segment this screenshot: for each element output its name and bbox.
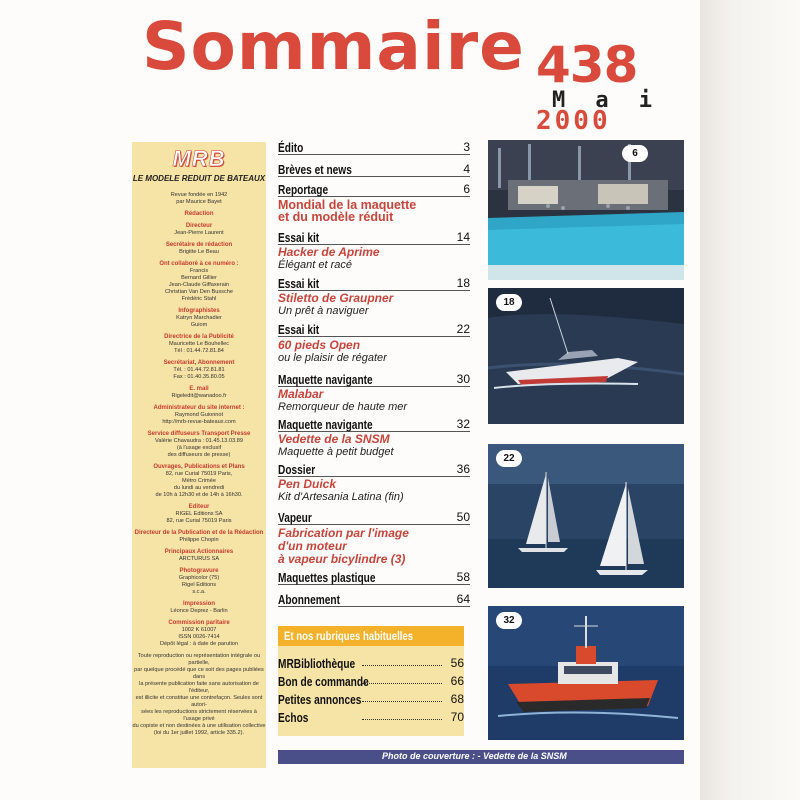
- masthead-line: Raymond Guionnot: [174, 412, 224, 418]
- masthead-line: (loi du 1er juillet 1992, article 335.2).: [153, 730, 245, 736]
- article-title: Stiletto de Graupner: [278, 291, 394, 305]
- masthead-line: Katryn Marchadier: [176, 315, 222, 321]
- section-label: Vapeur: [278, 510, 312, 525]
- section-label: Maquette navigante: [278, 372, 373, 387]
- masthead-heading: Editeur: [188, 504, 210, 510]
- masthead-heading: Impression: [182, 601, 215, 607]
- masthead-heading: Infographistes: [178, 308, 220, 314]
- masthead-line: RIGEL Editions SA: [175, 511, 223, 517]
- masthead-line: par quelque procédé que ce soit des pages publiées dans: [134, 667, 264, 680]
- section-label: Dossier: [278, 462, 316, 477]
- page-title: Sommaire: [142, 8, 525, 85]
- article-title: Fabrication par l'image: [278, 526, 409, 540]
- page-number: 66: [450, 674, 464, 688]
- masthead-line: ISSN 0026-7414: [178, 634, 220, 640]
- page-badge: 18: [496, 294, 522, 311]
- masthead-heading: Directeur: [185, 223, 213, 229]
- masthead-line: est illicite et constitue une contrefaçon. Seules sont autori-: [135, 695, 263, 708]
- masthead-line: Graphicolor (75): [178, 575, 220, 581]
- dot-leader: [362, 719, 442, 720]
- masthead-line: Valérie Chavaudra : 01.45.13.03.89: [155, 438, 243, 444]
- page-number: 50: [456, 510, 470, 524]
- contents-entry: [278, 372, 470, 387]
- masthead-line: sées les reproductions strictement réservées à l'usage privé: [141, 709, 257, 722]
- section-label: Essai kit: [278, 322, 320, 337]
- page-number: 6: [463, 182, 470, 196]
- contents-entry: [278, 570, 470, 585]
- article-description: Maquette à petit budget: [278, 446, 394, 458]
- masthead-block: [132, 601, 266, 615]
- rubrique-row: [278, 674, 464, 689]
- masthead-block: [132, 242, 266, 256]
- month-letter: i: [638, 88, 652, 113]
- masthead-line: Frédéric Stahl: [181, 296, 217, 302]
- masthead-line: de 10h à 12h30 et de 14h à 16h30.: [155, 492, 243, 498]
- masthead-line: Fax : 01.40.35.80.05: [173, 374, 225, 380]
- masthead-heading: Commission paritaire: [168, 620, 230, 626]
- rubrique-row: [278, 656, 464, 671]
- masthead-line: Philippe Chopin: [179, 537, 219, 543]
- section-label: Brèves et news: [278, 162, 352, 177]
- photo-stiletto-boat: [488, 288, 684, 424]
- month-letter: M: [552, 88, 566, 113]
- masthead-heading: Administrateur du site internet :: [153, 405, 245, 411]
- masthead-sidebar: [132, 142, 266, 768]
- page-number: 68: [450, 692, 464, 706]
- masthead-heading: Secrétariat, Abonnement: [163, 360, 235, 366]
- section-label: Maquettes plastique: [278, 570, 376, 585]
- masthead-heading: Photogravure: [179, 568, 219, 574]
- contents-entry: [278, 462, 470, 477]
- masthead-heading: Rédaction: [184, 211, 214, 217]
- article-description: Remorqueur de haute mer: [278, 401, 408, 413]
- masthead-line: Dépôt légal : à date de parution: [159, 641, 239, 647]
- masthead-line: Christian Van Den Bussche: [165, 289, 233, 295]
- masthead-line: Léonce Deprez - Barlin: [170, 608, 228, 614]
- masthead-block: [132, 620, 266, 648]
- rubrique-row: [278, 692, 464, 707]
- masthead-line: Revue fondée en 1942: [170, 192, 228, 198]
- masthead-line: Tél. : 01.44.72.81.81: [173, 367, 225, 373]
- masthead-line: 1002 K 61007: [181, 627, 217, 633]
- masthead-line: Toute reproduction ou représentation intégrale ou partielle,: [137, 653, 261, 666]
- masthead-line: Rigeledit@wanadoo.fr: [171, 393, 227, 399]
- masthead-heading: Ont collaboré à ce numéro :: [159, 261, 239, 267]
- page-edge: [700, 0, 800, 800]
- masthead-line: http://mrb-revue-bateaux.com: [162, 419, 236, 425]
- masthead-block: [132, 405, 266, 426]
- article-title: Pen Duick: [278, 477, 337, 491]
- article-title: Vedette de la SNSM: [278, 432, 390, 446]
- contents-entry: [278, 182, 470, 197]
- page-number: 32: [456, 417, 470, 431]
- masthead-block: [132, 360, 266, 381]
- page-number: 14: [456, 230, 470, 244]
- contents-entry: [278, 417, 470, 432]
- masthead-line: Jean-Pierre Laurent: [174, 230, 224, 236]
- masthead-block: [132, 504, 266, 525]
- masthead-block: [132, 568, 266, 596]
- page-number: 3: [463, 140, 470, 154]
- masthead-heading: Service diffuseurs Transport Presse: [147, 431, 251, 437]
- article-title: 60 pieds Open: [278, 338, 361, 352]
- page-number: 64: [456, 592, 470, 606]
- rubriques-heading: Et nos rubriques habituelles: [284, 629, 414, 643]
- brand-subtitle: LE MODELE REDUIT DE BATEAUX: [132, 174, 266, 183]
- masthead-block: [132, 211, 266, 218]
- section-label: Essai kit: [278, 276, 320, 291]
- section-label: Essai kit: [278, 230, 320, 245]
- masthead-line: Métro Crimée: [182, 478, 216, 484]
- photo-mondial-exhibition: [488, 140, 684, 280]
- page-number: 70: [450, 710, 464, 724]
- masthead-line: Francis: [189, 268, 209, 274]
- masthead-line: Jean-Claude Giffaxerain: [168, 282, 230, 288]
- rubrique-label: MRBibliothèque: [278, 656, 356, 671]
- rubrique-label: Echos: [278, 710, 309, 725]
- masthead-block: [132, 386, 266, 400]
- dot-leader: [362, 665, 442, 666]
- masthead-heading: Secrétaire de rédaction: [165, 242, 233, 248]
- masthead-block: [132, 308, 266, 329]
- masthead-block: [132, 653, 266, 737]
- issue-year: 2000: [536, 106, 611, 136]
- contents-entry: [278, 140, 470, 155]
- section-label: Reportage: [278, 182, 329, 197]
- dot-leader: [362, 701, 442, 702]
- masthead-line: 82, rue Curial 75019 Paris,: [165, 471, 233, 477]
- dot-leader: [362, 683, 442, 684]
- masthead-line: Mauricette Le Bouhellec: [168, 341, 229, 347]
- article-description: Kit d'Artesania Latina (fin): [278, 491, 404, 503]
- photo-sailboats: [488, 444, 684, 588]
- brand-logo: MRB: [172, 146, 226, 171]
- article-title: Mondial de la maquette: [278, 198, 417, 212]
- masthead-line: Guiom: [190, 322, 208, 328]
- contents-entry: [278, 322, 470, 337]
- masthead-block: [132, 261, 266, 303]
- page-number: 36: [456, 462, 470, 476]
- masthead-line: Bernard Gillier: [181, 275, 217, 281]
- article-title: d'un moteur: [278, 539, 347, 553]
- contents-entry: [278, 230, 470, 245]
- masthead-block: [132, 530, 266, 544]
- masthead-heading: Ouvrages, Publications et Plans: [153, 464, 245, 470]
- masthead-block: [132, 334, 266, 355]
- page-badge: 32: [496, 612, 522, 629]
- rubriques-box: [278, 626, 464, 736]
- masthead-line: s.c.a.: [192, 589, 206, 595]
- masthead-line: Rigel Editions: [181, 582, 217, 588]
- section-label: Maquette navigante: [278, 417, 373, 432]
- article-title: et du modèle réduit: [278, 210, 394, 224]
- masthead-block: [132, 431, 266, 459]
- masthead-block: [132, 464, 266, 499]
- article-description: ou le plaisir de régater: [278, 352, 387, 364]
- contents-entry: [278, 162, 470, 177]
- masthead-line: (à l'usage exclusif: [176, 445, 222, 451]
- masthead-line: Tél : 01.44.72.81.84: [174, 348, 224, 354]
- page-number: 4: [463, 162, 470, 176]
- page-number: 18: [456, 276, 470, 290]
- section-label: Édito: [278, 140, 304, 155]
- masthead-line: la présente publication faite sans autorisation de l'éditeur,: [139, 681, 259, 694]
- article-title: Malabar: [278, 387, 324, 401]
- page-number: 56: [450, 656, 464, 670]
- cover-caption: Photo de couverture : - Vedette de la SNSM: [382, 751, 567, 761]
- rubrique-row: [278, 710, 464, 725]
- cover-caption-bar: [278, 750, 684, 764]
- masthead-heading: Directrice de la Publicité: [164, 334, 234, 340]
- masthead-line: du lundi au vendredi: [173, 485, 225, 491]
- article-title: Hacker de Aprime: [278, 245, 380, 259]
- masthead-block: [132, 223, 266, 237]
- photo-snsm-boat: [488, 606, 684, 740]
- page-number: 58: [456, 570, 470, 584]
- page-number: 22: [456, 322, 470, 336]
- contents-entry: [278, 276, 470, 291]
- masthead-line: du copiste et non destinées à une utilisation collective: [132, 723, 266, 729]
- section-label: Abonnement: [278, 592, 340, 607]
- article-description: Élégant et racé: [278, 259, 352, 271]
- rubriques-header: [278, 626, 464, 646]
- masthead-heading: Directeur de la Publication et de la Rédaction: [134, 530, 264, 536]
- rubrique-label: Bon de commande: [278, 674, 369, 689]
- rubrique-label: Petites annonces: [278, 692, 362, 707]
- masthead-block: [132, 192, 266, 206]
- masthead-line: des diffuseurs de presse): [167, 452, 231, 458]
- month-letter: a: [595, 88, 609, 113]
- issue-number: 438: [536, 36, 638, 94]
- article-title: à vapeur bicylindre (3): [278, 552, 406, 566]
- contents-entry: [278, 510, 470, 525]
- page-badge: 6: [622, 145, 648, 162]
- masthead-line: 82, rue Curial 75019 Paris: [166, 518, 232, 524]
- contents-entry: [278, 592, 470, 607]
- masthead-line: par Maurice Bayet: [176, 199, 222, 205]
- masthead-heading: Principaux Actionnaires: [164, 549, 234, 555]
- masthead-heading: E. mail: [189, 386, 209, 392]
- article-description: Un prêt à naviguer: [278, 305, 369, 317]
- masthead-block: [132, 549, 266, 563]
- masthead-line: ARCTURUS SA: [178, 556, 220, 562]
- page-number: 30: [456, 372, 470, 386]
- masthead-line: Brigitte Le Beau: [179, 249, 219, 255]
- page-badge: 22: [496, 450, 522, 467]
